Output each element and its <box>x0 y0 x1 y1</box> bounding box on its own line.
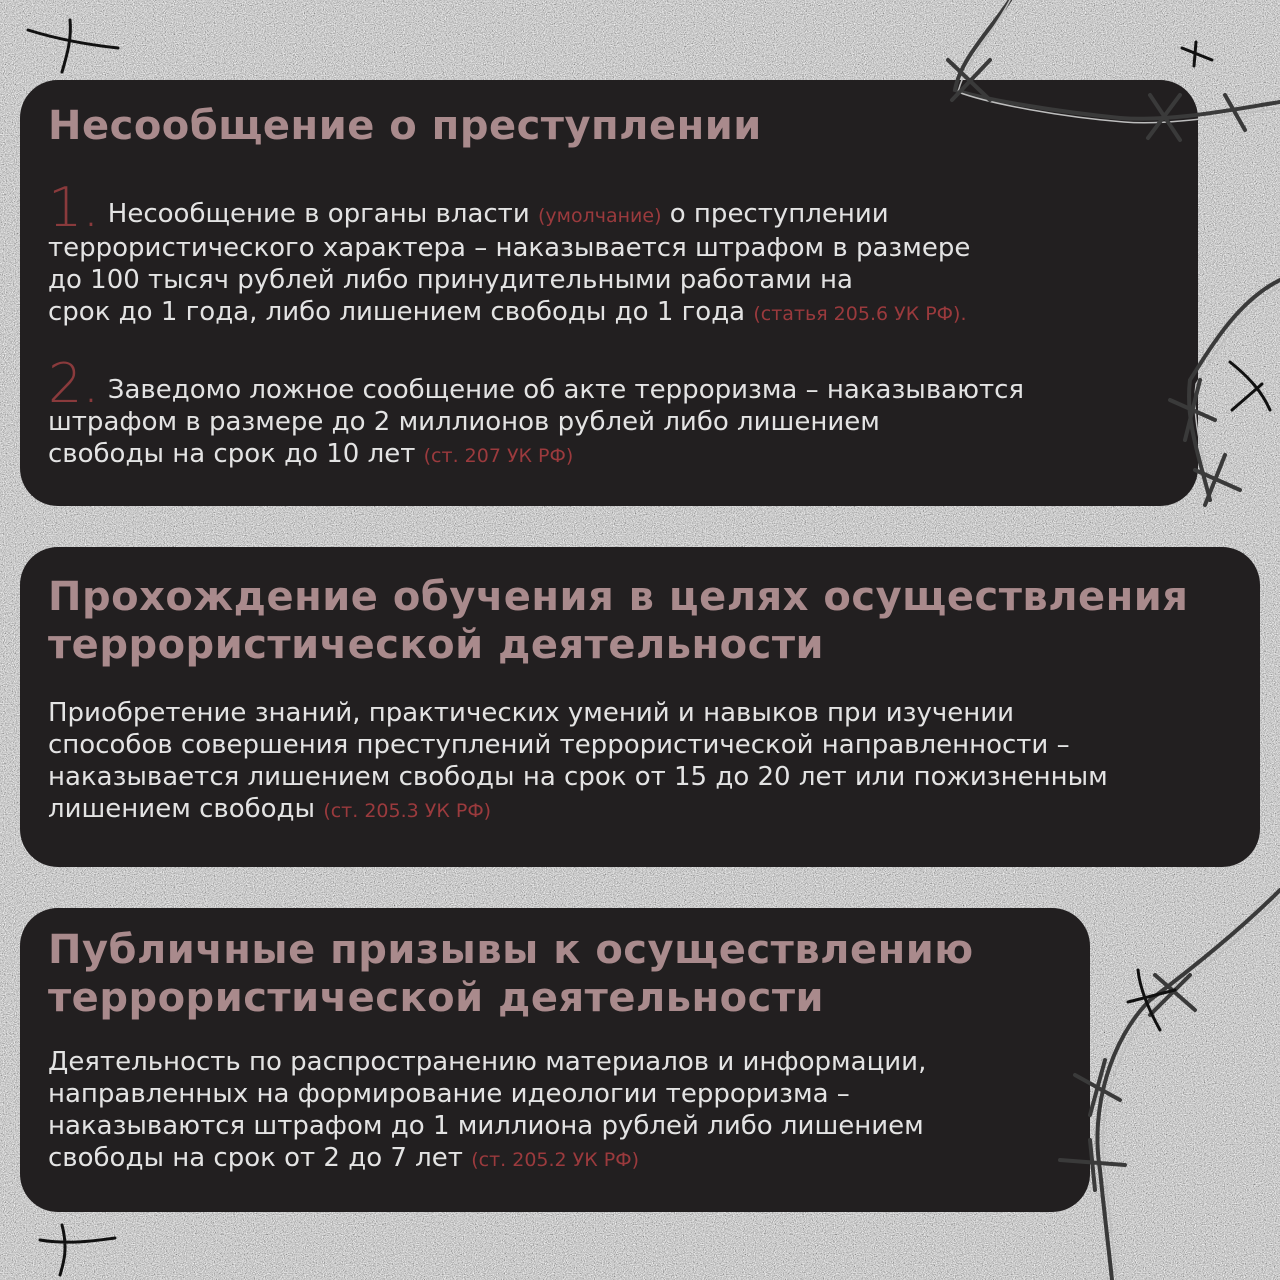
item-text-cont: о преступлении террористического характера – наказывается штрафом в размере до 100 тысяч рублей либо принудительными работами на срок до 1 года, либо лишением свободы до 1 года <box>48 199 971 327</box>
title-line: террористической деятельности <box>48 622 825 668</box>
section-card-non-reporting <box>20 80 1198 506</box>
note-text: (умолчание) <box>538 205 662 227</box>
title-line: Прохождение обучения в целях осуществления <box>48 574 1189 620</box>
item-number: 1. <box>48 176 100 239</box>
section-text <box>48 697 1108 827</box>
section-title: Несообщение о преступлении <box>48 103 762 149</box>
section-card-training <box>20 547 1260 867</box>
law-reference: (ст. 205.2 УК РФ) <box>471 1149 639 1171</box>
item-text: Несообщение в органы власти <box>107 199 530 229</box>
item-number: 2. <box>48 352 100 415</box>
item-text: Заведомо ложное сообщение об акте терроризма – наказываются штрафом в размере до 2 миллионов рублей либо лишением свободы на срок до 10 лет <box>48 375 1025 469</box>
item-1-text <box>48 176 971 330</box>
title-line: террористической деятельности <box>48 975 825 1021</box>
section-title <box>48 926 974 1022</box>
law-reference: (ст. 207 УК РФ) <box>423 445 574 467</box>
section-text <box>48 1046 926 1176</box>
item-2-text <box>48 352 1025 472</box>
body-text: Приобретение знаний, практических умений и навыков при изучении способов совершения преступлений террористической направленности – наказывается лишением свободы на срок от 15 до 20 лет или пожизненным лишением свободы <box>48 698 1108 824</box>
body-text: Деятельность по распространению материалов и информации, направленных на формирование идеологии терроризма – наказываются штрафом до 1 миллиона рублей либо лишением свободы на срок от 2 до 7 лет <box>48 1047 927 1173</box>
section-card-public-calls <box>20 908 1090 1212</box>
law-reference: (ст. 205.3 УК РФ) <box>323 800 492 822</box>
law-reference: (статья 205.6 УК РФ). <box>753 303 967 325</box>
section-title <box>48 573 1189 669</box>
title-line: Публичные призывы к осуществлению <box>48 927 974 973</box>
